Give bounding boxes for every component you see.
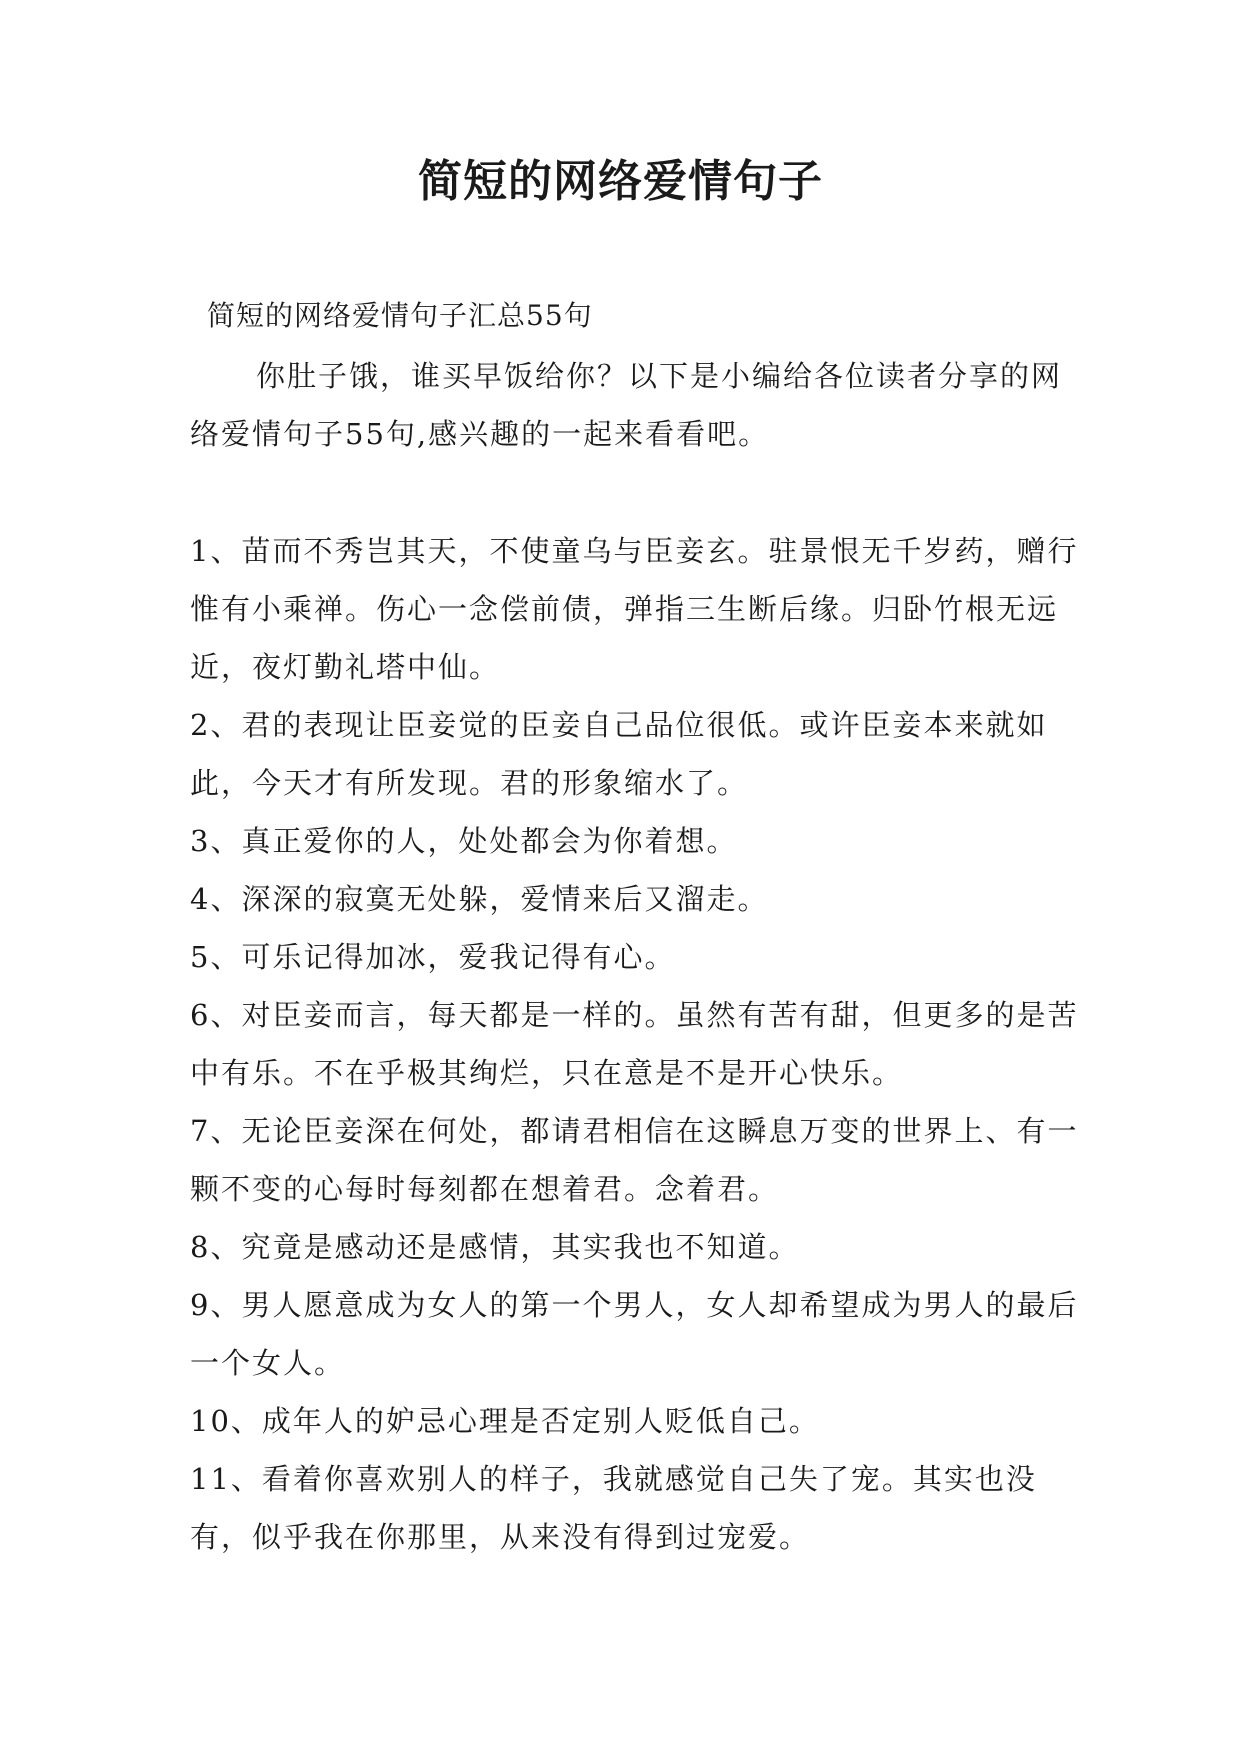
document-title: 简短的网络爱情句子 [418, 156, 823, 207]
list-item: 11、看着你喜欢别人的样子，我就感觉自己失了宠。其实也没有，似乎我在你那里，从来没有得到过宠爱。 [190, 1462, 1037, 1554]
sentence-list [190, 522, 1080, 1566]
list-item: 9、男人愿意成为女人的第一个男人，女人却希望成为男人的最后一个女人。 [190, 1288, 1079, 1380]
list-item: 8、究竟是感动还是感情，其实我也不知道。 [190, 1230, 800, 1264]
list-item: 2、君的表现让臣妾觉的臣妾自己品位很低。或许臣妾本来就如此，今天才有所发现。君的形象缩水了。 [190, 708, 1048, 800]
list-item: 3、真正爱你的人，处处都会为你着想。 [190, 824, 738, 858]
intro-paragraph: 你肚子饿，谁买早饭给你？以下是小编给各位读者分享的网络爱情句子55句,感兴趣的一起来看看吧。 [190, 359, 1063, 451]
list-item: 4、深深的寂寞无处躲，爱情来后又溜走。 [190, 882, 769, 916]
list-item: 10、成年人的妒忌心理是否定别人贬低自己。 [190, 1404, 820, 1438]
list-item: 5、可乐记得加冰，爱我记得有心。 [190, 940, 676, 974]
document-subtitle: 简短的网络爱情句子汇总55句 [207, 299, 593, 332]
list-item: 1、苗而不秀岂其天，不使童乌与臣妾玄。驻景恨无千岁药，赠行惟有小乘禅。伤心一念偿前债，弹指三生断后缘。归卧竹根无远近，夜灯勤礼塔中仙。 [190, 534, 1079, 684]
list-item: 7、无论臣妾深在何处，都请君相信在这瞬息万变的世界上、有一颗不变的心每时每刻都在想着君。念着君。 [190, 1114, 1079, 1206]
list-item: 6、对臣妾而言，每天都是一样的。虽然有苦有甜，但更多的是苦中有乐。不在乎极其绚烂，只在意是不是开心快乐。 [190, 998, 1079, 1090]
